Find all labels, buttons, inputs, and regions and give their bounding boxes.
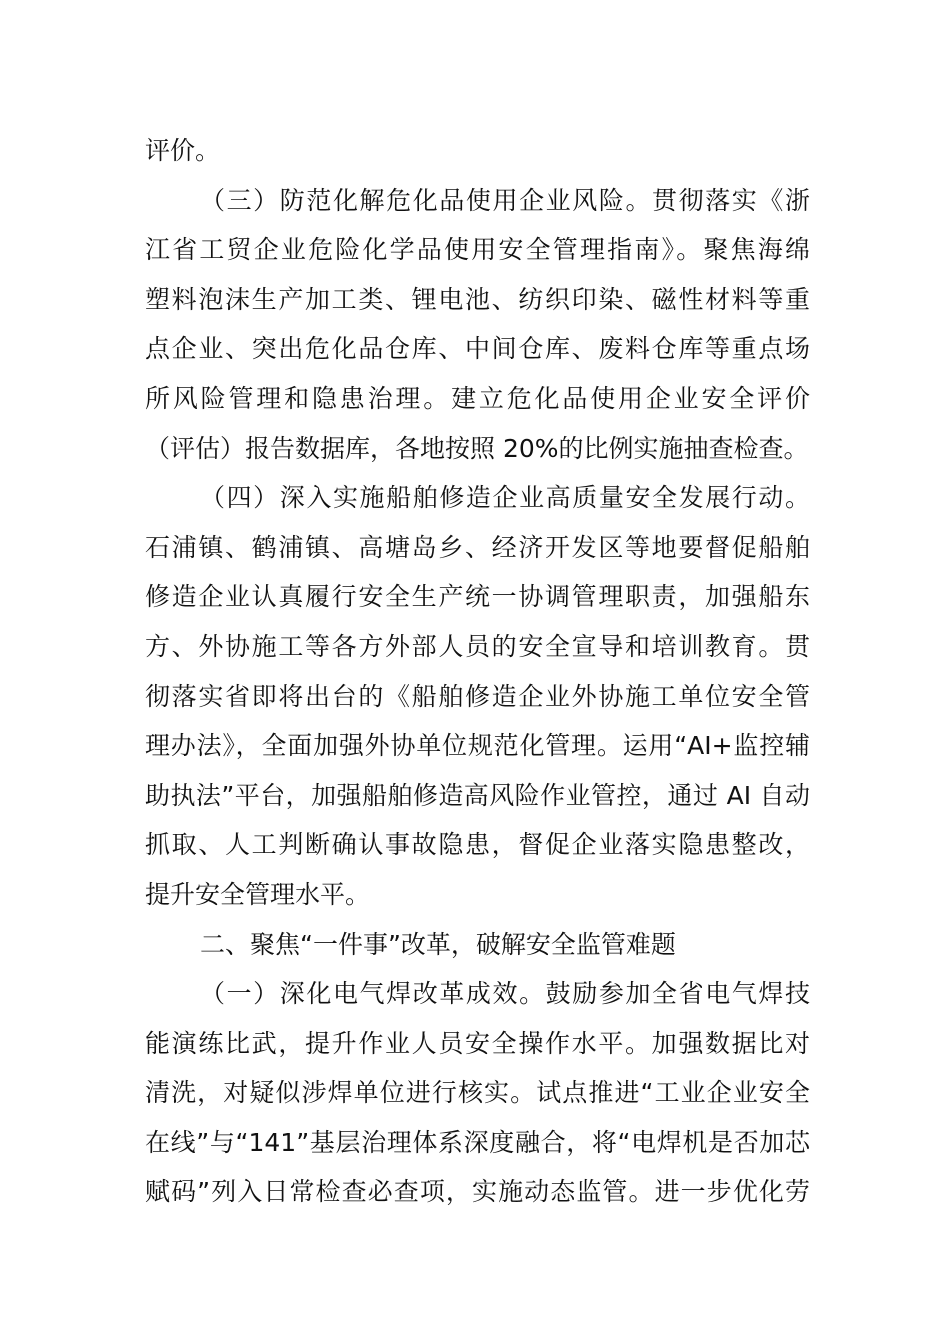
text-line: 抓取、人工判断确认事故隐患，督促企业落实隐患整改， [145,830,810,860]
text-line: 提升安全管理水平。 [145,879,371,909]
text-line: 修造企业认真履行安全生产统一协调管理职责，加强船东 [145,582,810,612]
text-line: （评估）报告数据库，各地按照 20%的比例实施抽查检查。 [145,433,809,463]
text-line: 所风险管理和隐患治理。建立危化品使用企业安全评价 [145,383,810,413]
text-line: （三）防范化解危化品使用企业风险。贯彻落实《浙 [200,185,810,215]
text-line: 理办法》，全面加强外协单位规范化管理。运用“AI+监控辅 [145,731,810,761]
body-text [145,126,810,1217]
text-line: 石浦镇、鹤浦镇、高塘岛乡、经济开发区等地要督促船舶 [145,532,810,562]
text-line: 彻落实省即将出台的《船舶修造企业外协施工单位安全管 [145,681,810,711]
text-line: 塑料泡沫生产加工类、锂电池、纺织印染、磁性材料等重 [145,284,810,314]
text-line: 江省工贸企业危险化学品使用安全管理指南》。聚焦海绵 [145,235,810,265]
text-line: 能演练比武，提升作业人员安全操作水平。加强数据比对 [145,1028,810,1058]
text-line: 助执法”平台，加强船舶修造高风险作业管控，通过 AI 自动 [145,780,810,810]
text-line: （四）深入实施船舶修造企业高质量安全发展行动。 [200,483,810,513]
text-line: 清洗，对疑似涉焊单位进行核实。试点推进“工业企业安全 [145,1078,810,1108]
text-line: 方、外协施工等各方外部人员的安全宣导和培训教育。贯 [145,631,810,661]
text-line: 点企业、突出危化品仓库、中间仓库、废料仓库等重点场 [145,334,810,364]
text-line: 二、聚焦“一件事”改革，破解安全监管难题 [200,929,676,959]
text-line: （一）深化电气焊改革成效。鼓励参加全省电气焊技 [200,979,810,1009]
text-line: 赋码”列入日常检查必查项，实施动态监管。进一步优化劳 [145,1177,810,1207]
text-line: 评价。 [145,136,221,165]
text-line: 在线”与“141”基层治理体系深度融合，将“电焊机是否加芯 [145,1127,810,1157]
